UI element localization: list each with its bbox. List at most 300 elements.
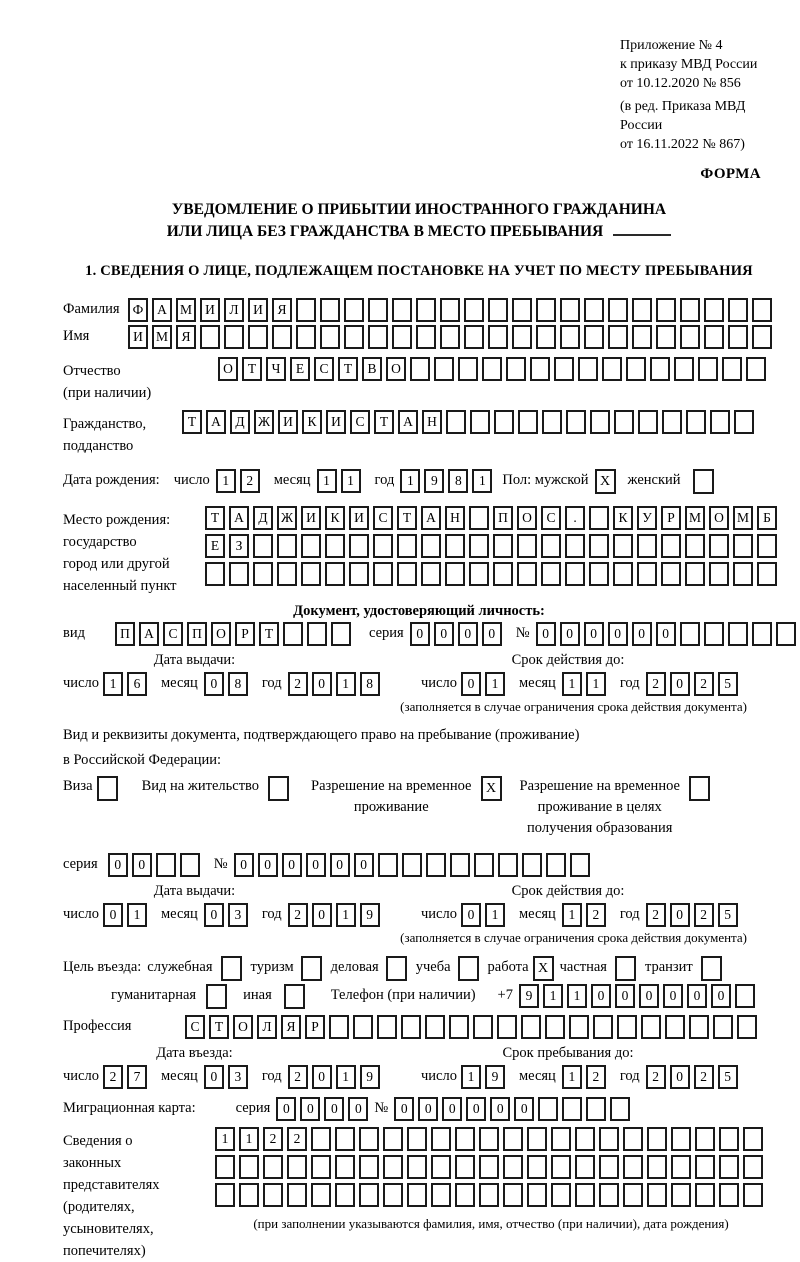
- form-cell[interactable]: [329, 1015, 349, 1039]
- form-cell[interactable]: [283, 622, 303, 646]
- form-cell[interactable]: [455, 1155, 475, 1179]
- form-cell[interactable]: Т: [182, 410, 202, 434]
- form-cell[interactable]: [517, 562, 537, 586]
- form-cell[interactable]: [359, 1183, 379, 1207]
- form-cell[interactable]: О: [211, 622, 231, 646]
- form-cell[interactable]: [239, 1155, 259, 1179]
- form-cell[interactable]: [522, 853, 542, 877]
- form-cell[interactable]: Я: [176, 325, 196, 349]
- form-cell[interactable]: [686, 410, 706, 434]
- form-cell[interactable]: [331, 622, 351, 646]
- form-cell[interactable]: [479, 1155, 499, 1179]
- form-cell[interactable]: [296, 298, 316, 322]
- form-cell[interactable]: Р: [305, 1015, 325, 1039]
- form-cell[interactable]: [392, 298, 412, 322]
- form-cell[interactable]: [608, 325, 628, 349]
- form-cell[interactable]: С: [541, 506, 561, 530]
- form-cell[interactable]: 0: [639, 984, 659, 1008]
- form-cell[interactable]: [599, 1183, 619, 1207]
- form-cell[interactable]: 2: [694, 903, 714, 927]
- form-cell[interactable]: .: [565, 506, 585, 530]
- form-cell[interactable]: [320, 325, 340, 349]
- form-cell[interactable]: [325, 562, 345, 586]
- purpose-private-checkbox[interactable]: [615, 956, 636, 981]
- form-cell[interactable]: [665, 1015, 685, 1039]
- form-cell[interactable]: [205, 562, 225, 586]
- form-cell[interactable]: О: [233, 1015, 253, 1039]
- form-cell[interactable]: [546, 853, 566, 877]
- form-cell[interactable]: 0: [103, 903, 123, 927]
- form-cell[interactable]: [455, 1183, 475, 1207]
- form-cell[interactable]: [521, 1015, 541, 1039]
- form-cell[interactable]: [353, 1015, 373, 1039]
- form-cell[interactable]: [680, 298, 700, 322]
- form-cell[interactable]: [743, 1155, 763, 1179]
- form-cell[interactable]: [610, 1097, 630, 1121]
- form-cell[interactable]: [479, 1127, 499, 1151]
- form-cell[interactable]: [575, 1155, 595, 1179]
- form-cell[interactable]: А: [152, 298, 172, 322]
- form-cell[interactable]: [551, 1127, 571, 1151]
- form-cell[interactable]: [410, 357, 430, 381]
- form-cell[interactable]: [602, 357, 622, 381]
- form-cell[interactable]: 0: [608, 622, 628, 646]
- form-cell[interactable]: М: [685, 506, 705, 530]
- form-cell[interactable]: [757, 562, 777, 586]
- form-cell[interactable]: И: [301, 506, 321, 530]
- form-cell[interactable]: [229, 562, 249, 586]
- form-cell[interactable]: [440, 298, 460, 322]
- form-cell[interactable]: [469, 562, 489, 586]
- form-cell[interactable]: В: [362, 357, 382, 381]
- form-cell[interactable]: [383, 1127, 403, 1151]
- temp-permit-checkbox[interactable]: X: [481, 776, 502, 801]
- form-cell[interactable]: 2: [694, 672, 714, 696]
- form-cell[interactable]: [479, 1183, 499, 1207]
- form-cell[interactable]: [713, 1015, 733, 1039]
- form-cell[interactable]: [728, 298, 748, 322]
- form-cell[interactable]: 1: [215, 1127, 235, 1151]
- form-cell[interactable]: [570, 853, 590, 877]
- form-cell[interactable]: 5: [718, 672, 738, 696]
- form-cell[interactable]: 1: [127, 903, 147, 927]
- form-cell[interactable]: Т: [397, 506, 417, 530]
- form-cell[interactable]: [373, 534, 393, 558]
- form-cell[interactable]: 2: [646, 1065, 666, 1089]
- form-cell[interactable]: 0: [663, 984, 683, 1008]
- form-cell[interactable]: Т: [259, 622, 279, 646]
- form-cell[interactable]: [494, 410, 514, 434]
- form-cell[interactable]: [434, 357, 454, 381]
- form-cell[interactable]: 8: [228, 672, 248, 696]
- form-cell[interactable]: [637, 562, 657, 586]
- form-cell[interactable]: [776, 622, 796, 646]
- form-cell[interactable]: [704, 622, 724, 646]
- form-cell[interactable]: 1: [562, 1065, 582, 1089]
- form-cell[interactable]: 0: [584, 622, 604, 646]
- sex-male-checkbox[interactable]: X: [595, 469, 616, 494]
- form-cell[interactable]: [263, 1155, 283, 1179]
- form-cell[interactable]: 1: [543, 984, 563, 1008]
- form-cell[interactable]: [617, 1015, 637, 1039]
- form-cell[interactable]: [377, 1015, 397, 1039]
- form-cell[interactable]: [421, 534, 441, 558]
- form-cell[interactable]: 1: [341, 469, 361, 493]
- form-cell[interactable]: [407, 1183, 427, 1207]
- form-cell[interactable]: [373, 562, 393, 586]
- form-cell[interactable]: [662, 410, 682, 434]
- form-cell[interactable]: Ч: [266, 357, 286, 381]
- form-cell[interactable]: [527, 1183, 547, 1207]
- form-cell[interactable]: 0: [418, 1097, 438, 1121]
- residence-permit-checkbox[interactable]: [268, 776, 289, 801]
- form-cell[interactable]: [392, 325, 412, 349]
- form-cell[interactable]: [503, 1127, 523, 1151]
- form-cell[interactable]: [383, 1183, 403, 1207]
- form-cell[interactable]: И: [278, 410, 298, 434]
- form-cell[interactable]: [349, 562, 369, 586]
- edu-permit-checkbox[interactable]: [689, 776, 710, 801]
- form-cell[interactable]: 0: [711, 984, 731, 1008]
- form-cell[interactable]: Ж: [277, 506, 297, 530]
- form-cell[interactable]: [589, 562, 609, 586]
- form-cell[interactable]: 8: [448, 469, 468, 493]
- form-cell[interactable]: А: [421, 506, 441, 530]
- form-cell[interactable]: [743, 1127, 763, 1151]
- form-cell[interactable]: [431, 1127, 451, 1151]
- form-cell[interactable]: Я: [281, 1015, 301, 1039]
- purpose-business-checkbox[interactable]: [386, 956, 407, 981]
- form-cell[interactable]: 0: [324, 1097, 344, 1121]
- form-cell[interactable]: М: [733, 506, 753, 530]
- form-cell[interactable]: 2: [240, 469, 260, 493]
- form-cell[interactable]: 0: [670, 672, 690, 696]
- form-cell[interactable]: [497, 1015, 517, 1039]
- form-cell[interactable]: [743, 1183, 763, 1207]
- form-cell[interactable]: [344, 325, 364, 349]
- form-cell[interactable]: [301, 562, 321, 586]
- form-cell[interactable]: [450, 853, 470, 877]
- form-cell[interactable]: 1: [485, 672, 505, 696]
- form-cell[interactable]: [593, 1015, 613, 1039]
- form-cell[interactable]: Ф: [128, 298, 148, 322]
- form-cell[interactable]: 2: [694, 1065, 714, 1089]
- form-cell[interactable]: [752, 622, 772, 646]
- form-cell[interactable]: И: [128, 325, 148, 349]
- form-cell[interactable]: 9: [424, 469, 444, 493]
- form-cell[interactable]: [401, 1015, 421, 1039]
- form-cell[interactable]: [575, 1127, 595, 1151]
- form-cell[interactable]: 8: [360, 672, 380, 696]
- form-cell[interactable]: [344, 298, 364, 322]
- form-cell[interactable]: [695, 1183, 715, 1207]
- form-cell[interactable]: 1: [239, 1127, 259, 1151]
- form-cell[interactable]: 9: [485, 1065, 505, 1089]
- form-cell[interactable]: П: [187, 622, 207, 646]
- form-cell[interactable]: 0: [282, 853, 302, 877]
- form-cell[interactable]: 0: [670, 1065, 690, 1089]
- form-cell[interactable]: Л: [257, 1015, 277, 1039]
- form-cell[interactable]: 0: [458, 622, 478, 646]
- form-cell[interactable]: 0: [234, 853, 254, 877]
- form-cell[interactable]: [445, 562, 465, 586]
- form-cell[interactable]: 5: [718, 903, 738, 927]
- form-cell[interactable]: [584, 325, 604, 349]
- form-cell[interactable]: 9: [360, 1065, 380, 1089]
- form-cell[interactable]: [253, 534, 273, 558]
- form-cell[interactable]: 0: [312, 672, 332, 696]
- form-cell[interactable]: 7: [127, 1065, 147, 1089]
- purpose-tourism-checkbox[interactable]: [301, 956, 322, 981]
- form-cell[interactable]: 1: [461, 1065, 481, 1089]
- form-cell[interactable]: [541, 562, 561, 586]
- form-cell[interactable]: [542, 410, 562, 434]
- purpose-transit-checkbox[interactable]: [701, 956, 722, 981]
- form-cell[interactable]: 0: [132, 853, 152, 877]
- form-cell[interactable]: 2: [586, 903, 606, 927]
- form-cell[interactable]: П: [493, 506, 513, 530]
- form-cell[interactable]: [421, 562, 441, 586]
- form-cell[interactable]: 0: [394, 1097, 414, 1121]
- form-cell[interactable]: [647, 1155, 667, 1179]
- form-cell[interactable]: 0: [258, 853, 278, 877]
- form-cell[interactable]: [589, 506, 609, 530]
- form-cell[interactable]: 0: [204, 1065, 224, 1089]
- form-cell[interactable]: [248, 325, 268, 349]
- form-cell[interactable]: [464, 325, 484, 349]
- form-cell[interactable]: И: [248, 298, 268, 322]
- form-cell[interactable]: [710, 410, 730, 434]
- visa-checkbox[interactable]: [97, 776, 118, 801]
- form-cell[interactable]: 2: [287, 1127, 307, 1151]
- form-cell[interactable]: [650, 357, 670, 381]
- form-cell[interactable]: 2: [263, 1127, 283, 1151]
- form-cell[interactable]: [656, 298, 676, 322]
- form-cell[interactable]: Н: [445, 506, 465, 530]
- form-cell[interactable]: 0: [108, 853, 128, 877]
- form-cell[interactable]: [661, 534, 681, 558]
- form-cell[interactable]: [538, 1097, 558, 1121]
- form-cell[interactable]: [277, 562, 297, 586]
- form-cell[interactable]: К: [325, 506, 345, 530]
- form-cell[interactable]: 0: [560, 622, 580, 646]
- form-cell[interactable]: Т: [205, 506, 225, 530]
- form-cell[interactable]: [512, 298, 532, 322]
- form-cell[interactable]: [704, 325, 724, 349]
- form-cell[interactable]: [402, 853, 422, 877]
- form-cell[interactable]: [671, 1127, 691, 1151]
- form-cell[interactable]: [566, 410, 586, 434]
- form-cell[interactable]: [464, 298, 484, 322]
- form-cell[interactable]: [599, 1127, 619, 1151]
- form-cell[interactable]: 0: [410, 622, 430, 646]
- form-cell[interactable]: [623, 1155, 643, 1179]
- form-cell[interactable]: О: [709, 506, 729, 530]
- form-cell[interactable]: П: [115, 622, 135, 646]
- form-cell[interactable]: [599, 1155, 619, 1179]
- form-cell[interactable]: [383, 1155, 403, 1179]
- form-cell[interactable]: [311, 1127, 331, 1151]
- form-cell[interactable]: [589, 534, 609, 558]
- form-cell[interactable]: Б: [757, 506, 777, 530]
- form-cell[interactable]: [623, 1183, 643, 1207]
- form-cell[interactable]: [458, 357, 478, 381]
- form-cell[interactable]: [704, 298, 724, 322]
- form-cell[interactable]: [530, 357, 550, 381]
- form-cell[interactable]: [407, 1127, 427, 1151]
- form-cell[interactable]: [709, 562, 729, 586]
- form-cell[interactable]: [156, 853, 176, 877]
- form-cell[interactable]: Л: [224, 298, 244, 322]
- form-cell[interactable]: [586, 1097, 606, 1121]
- form-cell[interactable]: О: [386, 357, 406, 381]
- form-cell[interactable]: [613, 534, 633, 558]
- form-cell[interactable]: Д: [230, 410, 250, 434]
- form-cell[interactable]: [506, 357, 526, 381]
- form-cell[interactable]: [565, 534, 585, 558]
- form-cell[interactable]: [698, 357, 718, 381]
- form-cell[interactable]: [733, 534, 753, 558]
- form-cell[interactable]: Е: [290, 357, 310, 381]
- form-cell[interactable]: У: [637, 506, 657, 530]
- form-cell[interactable]: [757, 534, 777, 558]
- form-cell[interactable]: [728, 325, 748, 349]
- form-cell[interactable]: [632, 325, 652, 349]
- form-cell[interactable]: Я: [272, 298, 292, 322]
- form-cell[interactable]: [426, 853, 446, 877]
- form-cell[interactable]: [311, 1183, 331, 1207]
- form-cell[interactable]: [311, 1155, 331, 1179]
- form-cell[interactable]: [719, 1183, 739, 1207]
- form-cell[interactable]: 2: [288, 1065, 308, 1089]
- form-cell[interactable]: [498, 853, 518, 877]
- form-cell[interactable]: [527, 1155, 547, 1179]
- form-cell[interactable]: [608, 298, 628, 322]
- form-cell[interactable]: [728, 622, 748, 646]
- form-cell[interactable]: 0: [204, 903, 224, 927]
- form-cell[interactable]: [215, 1155, 235, 1179]
- form-cell[interactable]: [493, 562, 513, 586]
- form-cell[interactable]: 0: [312, 903, 332, 927]
- form-cell[interactable]: О: [517, 506, 537, 530]
- form-cell[interactable]: [719, 1155, 739, 1179]
- form-cell[interactable]: [368, 325, 388, 349]
- form-cell[interactable]: [469, 534, 489, 558]
- form-cell[interactable]: [671, 1155, 691, 1179]
- form-cell[interactable]: [709, 534, 729, 558]
- form-cell[interactable]: 2: [288, 672, 308, 696]
- form-cell[interactable]: И: [326, 410, 346, 434]
- form-cell[interactable]: 6: [127, 672, 147, 696]
- form-cell[interactable]: [359, 1127, 379, 1151]
- form-cell[interactable]: [397, 562, 417, 586]
- form-cell[interactable]: А: [229, 506, 249, 530]
- form-cell[interactable]: [335, 1183, 355, 1207]
- purpose-work-checkbox[interactable]: X: [533, 956, 554, 981]
- form-cell[interactable]: [397, 534, 417, 558]
- form-cell[interactable]: [689, 1015, 709, 1039]
- form-cell[interactable]: [562, 1097, 582, 1121]
- form-cell[interactable]: 2: [586, 1065, 606, 1089]
- form-cell[interactable]: 0: [354, 853, 374, 877]
- form-cell[interactable]: [445, 534, 465, 558]
- form-cell[interactable]: 2: [646, 903, 666, 927]
- form-cell[interactable]: С: [185, 1015, 205, 1039]
- form-cell[interactable]: Т: [374, 410, 394, 434]
- form-cell[interactable]: К: [302, 410, 322, 434]
- form-cell[interactable]: [536, 325, 556, 349]
- form-cell[interactable]: [527, 1127, 547, 1151]
- form-cell[interactable]: [695, 1155, 715, 1179]
- form-cell[interactable]: [335, 1155, 355, 1179]
- form-cell[interactable]: Т: [242, 357, 262, 381]
- form-cell[interactable]: [575, 1183, 595, 1207]
- form-cell[interactable]: 0: [615, 984, 635, 1008]
- purpose-study-checkbox[interactable]: [458, 956, 479, 981]
- form-cell[interactable]: [674, 357, 694, 381]
- form-cell[interactable]: 1: [336, 672, 356, 696]
- form-cell[interactable]: [416, 298, 436, 322]
- form-cell[interactable]: [368, 298, 388, 322]
- form-cell[interactable]: [578, 357, 598, 381]
- form-cell[interactable]: [565, 562, 585, 586]
- form-cell[interactable]: [446, 410, 466, 434]
- form-cell[interactable]: [449, 1015, 469, 1039]
- form-cell[interactable]: [545, 1015, 565, 1039]
- form-cell[interactable]: [335, 1127, 355, 1151]
- form-cell[interactable]: 0: [466, 1097, 486, 1121]
- form-cell[interactable]: [473, 1015, 493, 1039]
- form-cell[interactable]: [469, 506, 489, 530]
- form-cell[interactable]: М: [176, 298, 196, 322]
- form-cell[interactable]: [735, 984, 755, 1008]
- form-cell[interactable]: [215, 1183, 235, 1207]
- form-cell[interactable]: 1: [336, 903, 356, 927]
- form-cell[interactable]: [613, 562, 633, 586]
- form-cell[interactable]: 0: [204, 672, 224, 696]
- form-cell[interactable]: [431, 1155, 451, 1179]
- form-cell[interactable]: 1: [317, 469, 337, 493]
- form-cell[interactable]: 3: [228, 903, 248, 927]
- form-cell[interactable]: Е: [205, 534, 225, 558]
- form-cell[interactable]: [325, 534, 345, 558]
- form-cell[interactable]: 0: [330, 853, 350, 877]
- form-cell[interactable]: 0: [461, 903, 481, 927]
- form-cell[interactable]: [656, 325, 676, 349]
- form-cell[interactable]: 3: [228, 1065, 248, 1089]
- form-cell[interactable]: [378, 853, 398, 877]
- form-cell[interactable]: 0: [312, 1065, 332, 1089]
- form-cell[interactable]: [626, 357, 646, 381]
- form-cell[interactable]: 1: [586, 672, 606, 696]
- form-cell[interactable]: [493, 534, 513, 558]
- form-cell[interactable]: Р: [235, 622, 255, 646]
- form-cell[interactable]: [671, 1183, 691, 1207]
- form-cell[interactable]: [632, 298, 652, 322]
- form-cell[interactable]: [590, 410, 610, 434]
- form-cell[interactable]: [536, 298, 556, 322]
- form-cell[interactable]: [307, 622, 327, 646]
- form-cell[interactable]: 1: [216, 469, 236, 493]
- form-cell[interactable]: 9: [519, 984, 539, 1008]
- form-cell[interactable]: Ж: [254, 410, 274, 434]
- form-cell[interactable]: А: [398, 410, 418, 434]
- form-cell[interactable]: С: [314, 357, 334, 381]
- form-cell[interactable]: [637, 534, 657, 558]
- form-cell[interactable]: 1: [336, 1065, 356, 1089]
- form-cell[interactable]: [416, 325, 436, 349]
- form-cell[interactable]: И: [200, 298, 220, 322]
